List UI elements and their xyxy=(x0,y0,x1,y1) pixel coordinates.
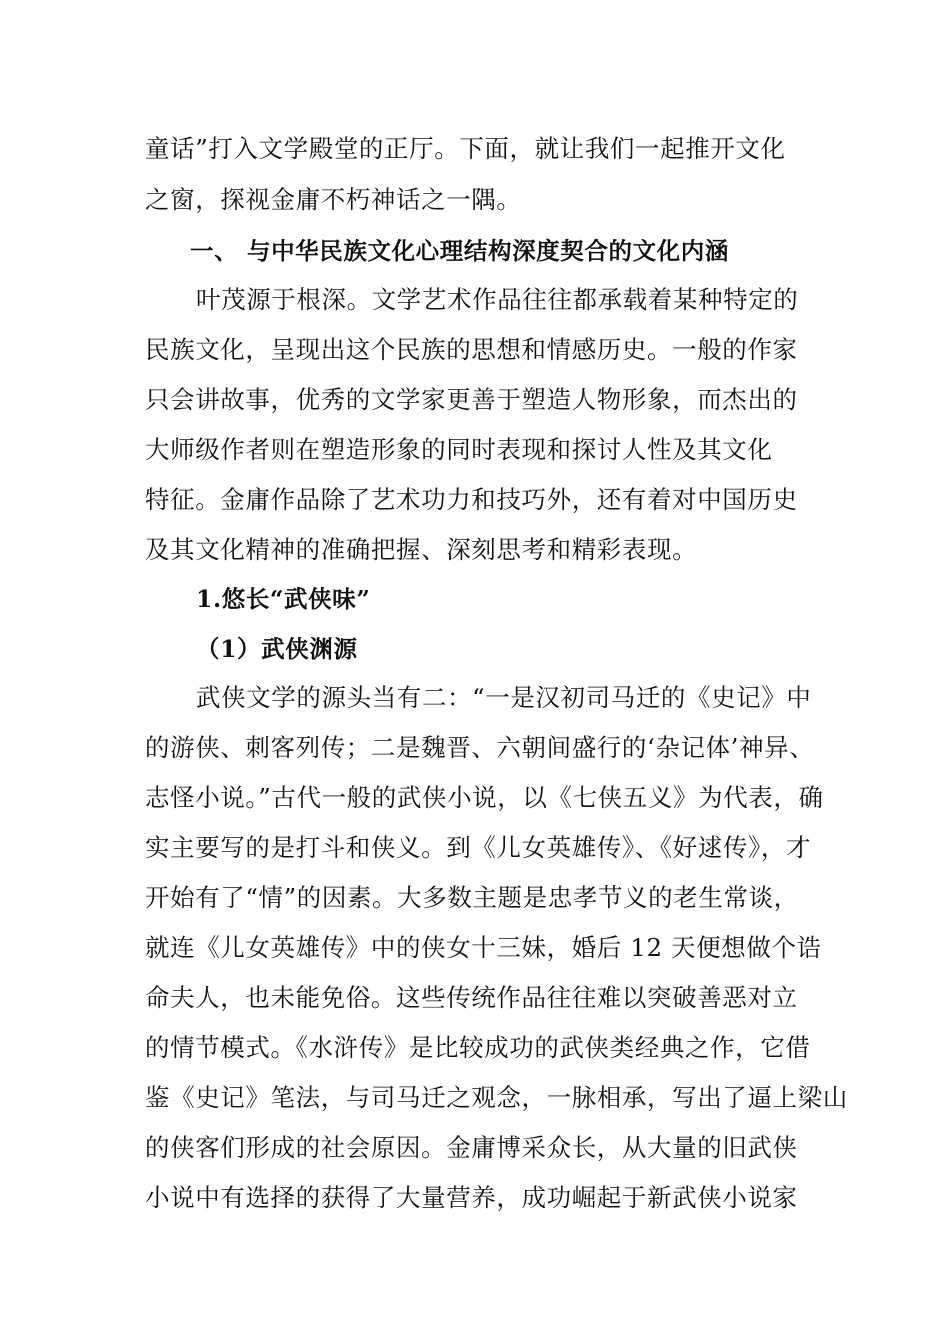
body-text-line: 命夫人，也未能免俗。这些传统作品往往难以突破善恶对立 xyxy=(145,983,798,1012)
body-text-line: 童话”打入文学殿堂的正厅。下面，就让我们一起推开文化 xyxy=(145,134,786,163)
section-heading: 一、 与中华民族文化心理结构深度契合的文化内涵 xyxy=(190,237,729,265)
body-text-line: 的侠客们形成的社会原因。金庸博采众长，从大量的旧武侠 xyxy=(145,1133,798,1162)
body-text-line: 大师级作者则在塑造形象的同时表现和探讨人性及其文化 xyxy=(145,435,773,464)
body-text-line: 之窗，探视金庸不朽神话之一隅。 xyxy=(145,185,522,214)
body-text-line: 的情节模式。《水浒传》是比较成功的武侠类经典之作，它借 xyxy=(145,1033,811,1062)
subsection-heading: 1.悠长“武侠味” xyxy=(196,585,371,613)
body-text-line: 开始有了“情”的因素。大多数主题是忠孝节义的老生常谈， xyxy=(145,883,799,912)
body-text-line: 鉴《史记》笔法，与司马迁之观念，一脉相承，写出了逼上梁山 xyxy=(145,1083,848,1112)
subsubsection-heading: （1）武侠渊源 xyxy=(196,635,358,663)
body-text-line: 的游侠、刺客列传；二是魏晋、六朝间盛行的‘杂记体’神异、 xyxy=(145,733,815,762)
body-text-line: 及其文化精神的准确把握、深刻思考和精彩表现。 xyxy=(145,535,698,564)
body-text-line: 特征。金庸作品除了艺术功力和技巧外，还有着对中国历史 xyxy=(145,485,798,514)
body-text-line: 民族文化，呈现出这个民族的思想和情感历史。一般的作家 xyxy=(145,335,798,364)
body-text-line: 志怪小说。”古代一般的武侠小说，以《七侠五义》为代表，确 xyxy=(145,783,824,812)
body-text-line: 实主要写的是打斗和侠义。到《儿女英雄传》、《好逑传》，才 xyxy=(145,833,812,862)
body-text-line: 小说中有选择的获得了大量营养，成功崛起于新武侠小说家 xyxy=(145,1183,798,1212)
body-text-line: 武侠文学的源头当有二：“一是汉初司马迁的《史记》中 xyxy=(196,683,812,712)
body-text-line: 叶茂源于根深。文学艺术作品往往都承载着某种特定的 xyxy=(196,285,799,314)
body-text-line: 只会讲故事，优秀的文学家更善于塑造人物形象，而杰出的 xyxy=(145,385,798,414)
body-text-line: 就连《儿女英雄传》中的侠女十三妹，婚后 12 天便想做个诰 xyxy=(145,933,822,962)
